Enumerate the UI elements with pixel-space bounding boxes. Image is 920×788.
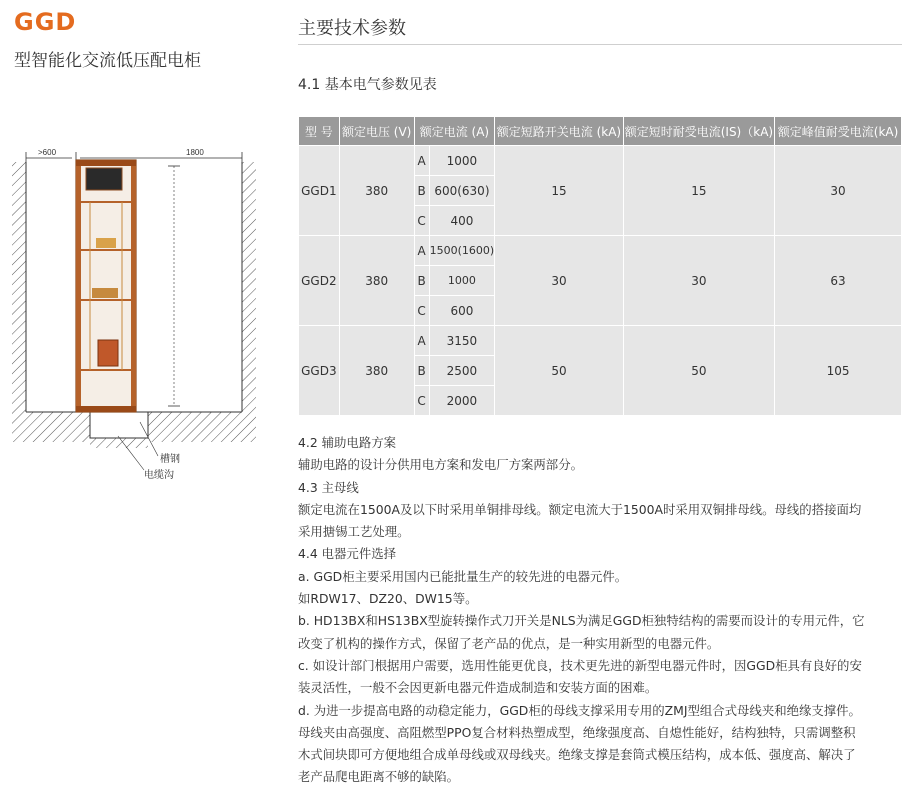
cell-letter: B: [414, 176, 429, 206]
floor-left: [12, 412, 90, 442]
cell-current: 1000: [429, 146, 495, 176]
header-model: 型 号: [299, 117, 340, 146]
cell-letter: C: [414, 296, 429, 326]
cell-voltage: 380: [339, 146, 414, 236]
subsection-4-1-title: 4.1 基本电气参数见表: [298, 77, 437, 93]
cell-model: GGD1: [299, 146, 340, 236]
section-divider: [298, 44, 902, 45]
cell-short-circuit: 30: [495, 236, 624, 326]
paragraph-c-line1: c. 如设计部门根据用户需要，选用性能更优良，技术更先进的新型电器元件时，因GGD柜具有良好的安: [298, 657, 862, 673]
label-channel-steel: 槽钢: [160, 454, 180, 465]
cell-current: 2000: [429, 386, 495, 416]
paragraph-b-line2: 改变了机构的操作方式，保留了老产品的优点，是一种实用新型的电器元件。: [298, 635, 720, 651]
cell-current: 600: [429, 296, 495, 326]
cell-letter: C: [414, 386, 429, 416]
cell-letter: A: [414, 146, 429, 176]
cell-letter: C: [414, 206, 429, 236]
cell-peak: 30: [775, 146, 902, 236]
heading-4-3: 4.3 主母线: [298, 479, 359, 495]
table-row: [299, 146, 902, 176]
dim-left-text: >600: [38, 148, 57, 157]
heading-4-4: 4.4 电器元件选择: [298, 546, 396, 562]
header-short-circuit: 额定短路开关电流 (kA): [495, 117, 624, 146]
table-row: [299, 236, 902, 266]
paragraph-a-line1: a. GGD柜主要采用国内已能批量生产的较先进的电器元件。: [298, 568, 628, 584]
cell-model: GGD3: [299, 326, 340, 416]
heading-4-2: 4.2 辅助电路方案: [298, 435, 396, 450]
cell-short-circuit: 50: [495, 326, 624, 416]
cell-short-time: 15: [623, 146, 774, 236]
header-peak: 额定峰值耐受电流(kA): [775, 117, 902, 146]
table-header-row: [299, 117, 902, 146]
cell-short-time: 50: [623, 326, 774, 416]
cell-voltage: 380: [339, 236, 414, 326]
cell-current: 400: [429, 206, 495, 236]
parameters-table: [298, 116, 902, 416]
section-title: 主要技术参数: [298, 18, 406, 39]
cell-short-circuit: 15: [495, 146, 624, 236]
right-wall: [242, 162, 256, 412]
cell-letter: B: [414, 266, 429, 296]
paragraph-a-line2: 如RDW17、DZ20、DW15等。: [298, 591, 478, 607]
cell-current: 2500: [429, 356, 495, 386]
cell-letter: A: [414, 326, 429, 356]
paragraph-4-3-line1: 额定电流在1500A及以下时采用单铜排母线。额定电流大于1500A时采用双铜排母线。母线的搭接面均: [298, 501, 862, 517]
paragraph-4-3-line2: 采用搪锡工艺处理。: [298, 524, 410, 540]
cell-current: 600(630): [429, 176, 495, 206]
paragraph-d-line2: 母线夹由高强度、高阻燃型PPO复合材料热塑成型，绝缘强度高、自熄性能好，结构独特，只需调整积: [298, 724, 856, 740]
paragraph-d-line4: 老产品爬电距离不够的缺陷。: [298, 769, 460, 785]
label-cable-trench: 电缆沟: [144, 470, 174, 481]
installation-diagram: [8, 140, 268, 490]
floor-right: [148, 412, 256, 442]
cell-voltage: 380: [339, 326, 414, 416]
paragraph-b-line1: b. HD13BX和HS13BX型旋转操作式刀开关是NLS为满足GGD柜独特结构的需要而设计的专用元件，它: [298, 613, 865, 629]
cell-model: GGD2: [299, 236, 340, 326]
table-row: [299, 326, 902, 356]
spec-text-block: [298, 432, 906, 788]
cell-peak: 105: [775, 326, 902, 416]
paragraph-c-line2: 装灵活性，一般不会因更新电器元件造成制造和安装方面的困难。: [298, 680, 658, 696]
cell-peak: 63: [775, 236, 902, 326]
cable-trench: [90, 412, 148, 438]
cell-current: 3150: [429, 326, 495, 356]
brand-logo-text: GGD: [14, 8, 77, 36]
header-voltage: 额定电压 (V): [339, 117, 414, 146]
paragraph-d-line1: d. 为进一步提高电路的动稳定能力，GGD柜的母线支撑采用专用的ZMJ型组合式母线夹和绝缘支撑件。: [298, 702, 861, 718]
paragraph-4-2: 辅助电路的设计分供用电方案和发电厂方案两部分。: [298, 457, 583, 473]
product-subtitle: 型智能化交流低压配电柜: [14, 51, 201, 71]
cell-current: 1500(1600): [429, 236, 495, 266]
header-current: 额定电流 (A): [414, 117, 495, 146]
cell-current: 1000: [429, 266, 495, 296]
cell-letter: A: [414, 236, 429, 266]
left-wall: [12, 162, 26, 412]
paragraph-d-line3: 木式间块即可方便地组合成单母线或双母线夹。绝缘支撑是套筒式模压结构，成本低、强度高、解决了: [298, 747, 856, 763]
dim-right-text: 1800: [186, 148, 204, 157]
cell-short-time: 30: [623, 236, 774, 326]
header-short-time: 额定短时耐受电流(IS)（kA): [623, 117, 774, 146]
cabinet-illustration: [76, 160, 136, 412]
cell-letter: B: [414, 356, 429, 386]
